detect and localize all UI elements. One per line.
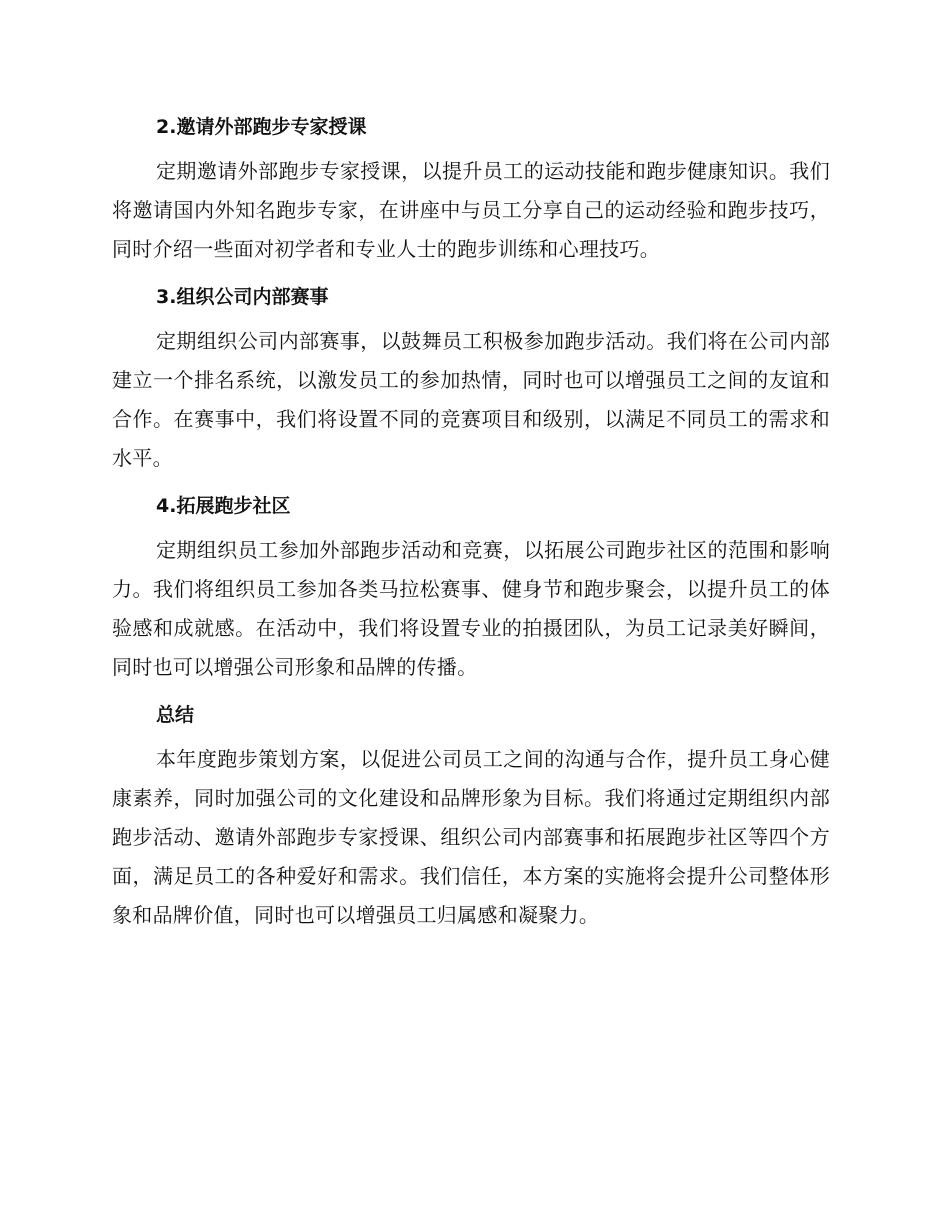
section-heading: 总结 [156,704,195,726]
section-heading: 3.组织公司内部赛事 [156,286,329,308]
section-heading: 4.拓展跑步社区 [156,495,291,517]
section-heading: 2.邀请外部跑步专家授课 [156,116,367,138]
section-summary [112,696,830,935]
section-invite-experts [112,108,830,269]
section-paragraph: 本年度跑步策划方案，以促进公司员工之间的沟通与合作，提升员工身心健康素养，同时加强公司的文化建设和品牌形象为目标。我们将通过定期组织内部跑步活动、邀请外部跑步专家授课、组织公司内部赛事和拓展跑步社区等四个方面，满足员工的各种爱好和需求。我们信任，本方案的实施将会提升公司整体形象和品牌价值，同时也可以增强员工归属感和凝聚力。 [112,747,830,927]
section-paragraph: 定期组织员工参加外部跑步活动和竞赛，以拓展公司跑步社区的范围和影响力。我们将组织员工参加各类马拉松赛事、健身节和跑步聚会，以提升员工的体验感和成就感。在活动中，我们将设置专业的拍摄团队，为员工记录美好瞬间，同时也可以增强公司形象和品牌的传播。 [112,538,830,679]
section-paragraph: 定期邀请外部跑步专家授课，以提升员工的运动技能和跑步健康知识。我们将邀请国内外知名跑步专家，在讲座中与员工分享自己的运动经验和跑步技巧，同时介绍一些面对初学者和专业人士的跑步训练和心理技巧。 [112,159,830,261]
section-paragraph: 定期组织公司内部赛事，以鼓舞员工积极参加跑步活动。我们将在公司内部建立一个排名系统，以激发员工的参加热情，同时也可以增强员工之间的友谊和合作。在赛事中，我们将设置不同的竞赛项目和级别，以满足不同员工的需求和水平。 [112,329,830,470]
document-page [112,108,830,944]
section-internal-competition [112,278,830,478]
section-running-community [112,487,830,687]
